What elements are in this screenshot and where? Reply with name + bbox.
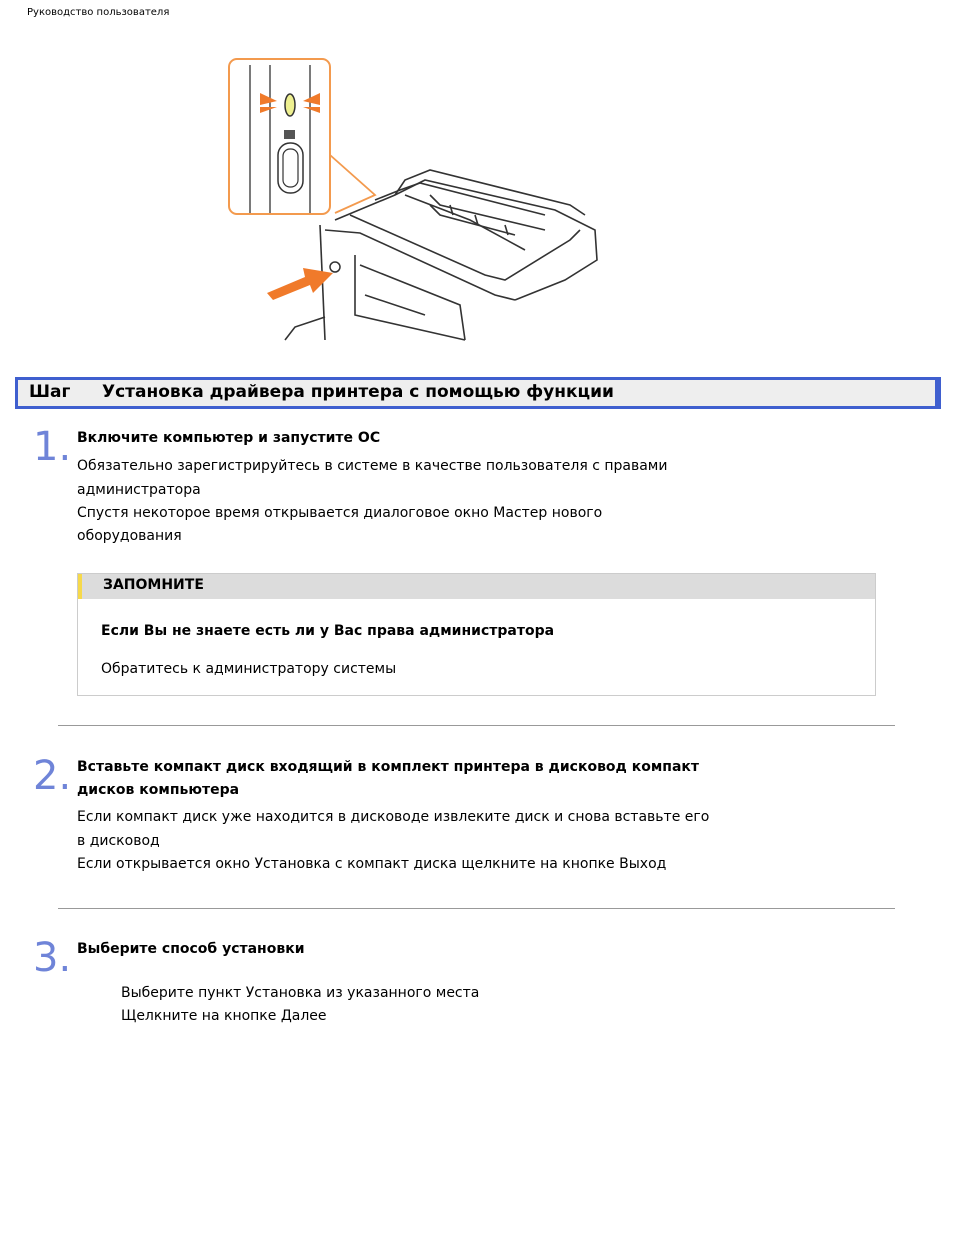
step-text: оборудования bbox=[77, 528, 182, 544]
step-text: Щелкните на кнопке Далее bbox=[121, 1008, 327, 1024]
step-title: Включите компьютер и запустите ОС bbox=[77, 430, 381, 446]
step-text: Обязательно зарегистрируйтесь в системе в качестве пользователя с правами bbox=[77, 458, 668, 474]
step-text: Спустя некоторое время открывается диалоговое окно Мастер нового bbox=[77, 505, 603, 521]
step-title: Выберите способ установки bbox=[77, 941, 305, 957]
step-text: Выберите пункт Установка из указанного места bbox=[121, 985, 480, 1001]
section-step-label: Шаг bbox=[29, 382, 71, 402]
note-question: Если Вы не знаете есть ли у Вас права администратора bbox=[101, 623, 555, 639]
section-header bbox=[15, 377, 941, 409]
step-title: дисков компьютера bbox=[77, 782, 240, 798]
power-button bbox=[330, 262, 340, 272]
note-box bbox=[77, 573, 876, 696]
step-text: Если компакт диск уже находится в дисководе извлеките диск и снова вставьте его bbox=[77, 809, 710, 825]
status-led-icon bbox=[285, 94, 295, 116]
step-text: в дисковод bbox=[77, 833, 160, 849]
note-heading: ЗАПОМНИТЕ bbox=[103, 577, 204, 593]
document-header: Руководство пользователя bbox=[27, 7, 170, 18]
divider bbox=[58, 725, 895, 726]
step-number: 1. bbox=[33, 424, 72, 470]
divider bbox=[58, 908, 895, 909]
note-header bbox=[78, 574, 875, 599]
step-text: администратора bbox=[77, 482, 201, 498]
note-answer: Обратитесь к администратору системы bbox=[101, 661, 397, 677]
step-number: 2. bbox=[33, 753, 72, 799]
section-title: Установка драйвера принтера с помощью функции bbox=[102, 382, 614, 402]
step-number: 3. bbox=[33, 935, 72, 981]
printer-illustration bbox=[225, 55, 605, 345]
go-button-icon bbox=[278, 143, 303, 193]
step-text: Если открывается окно Установка с компакт диска щелкните на кнопке Выход bbox=[77, 856, 667, 872]
step-title: Вставьте компакт диск входящий в комплект принтера в дисковод компакт bbox=[77, 759, 700, 775]
paper-icon bbox=[284, 130, 295, 139]
